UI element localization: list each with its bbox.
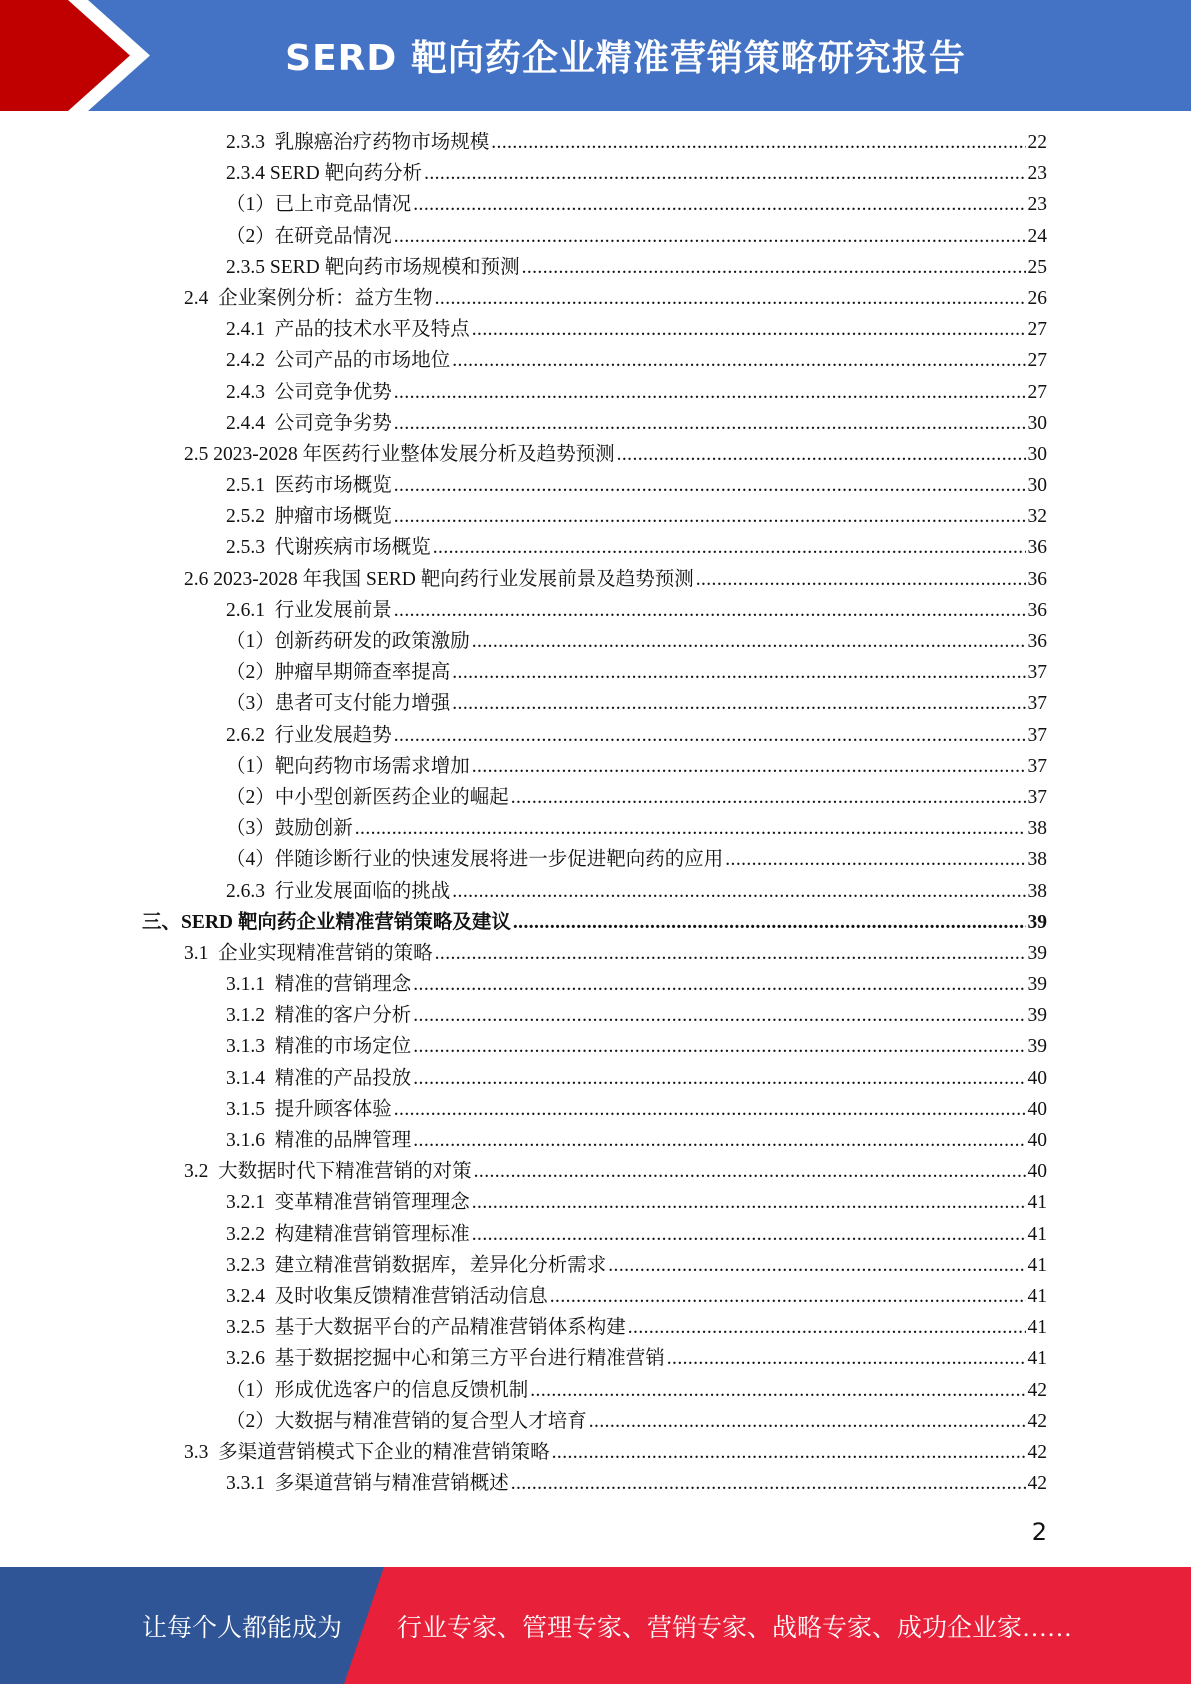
footer-slogan-left: 让每个人都能成为 (142, 1614, 343, 1642)
toc-entry[interactable] (0, 1187, 1191, 1218)
toc-entry[interactable] (0, 782, 1191, 813)
toc-entry-label: （1）靶向药物市场需求增加 (226, 755, 470, 777)
toc-entry-page: 41 (1027, 1254, 1047, 1276)
toc-entry[interactable] (0, 1312, 1191, 1343)
toc-dot-leader (413, 1000, 1025, 1031)
toc-dot-leader (617, 439, 1026, 470)
toc-entry-page: 37 (1027, 786, 1047, 808)
toc-entry-label: （1）已上市竞品情况 (226, 194, 412, 216)
toc-dot-leader (394, 1094, 1026, 1125)
toc-dot-leader (552, 1437, 1026, 1468)
toc-entry[interactable] (0, 1000, 1191, 1031)
toc-entry-page: 37 (1027, 693, 1047, 715)
page-number: 2 (1031, 1518, 1047, 1546)
toc-entry-page: 41 (1027, 1223, 1047, 1245)
toc-dot-leader (513, 907, 1026, 938)
toc-entry-label: 3.2.2 构建精准营销管理标准 (226, 1223, 470, 1245)
toc-entry-label: 2.6.3 行业发展面临的挑战 (226, 880, 451, 902)
toc-entry-page: 38 (1027, 818, 1047, 840)
toc-entry-label: （4）伴随诊断行业的快速发展将进一步促进靶向药的应用 (226, 849, 724, 871)
toc-entry-label: 3.3.1 多渠道营销与精准营销概述 (226, 1473, 509, 1495)
toc-dot-leader (433, 532, 1026, 563)
toc-dot-leader (696, 564, 1026, 595)
toc-dot-leader (413, 189, 1025, 220)
toc-entry-label: （1）形成优选客户的信息反馈机制 (226, 1379, 529, 1401)
toc-entry-page: 39 (1027, 1036, 1047, 1058)
toc-entry-label: 2.6 2023-2028 年我国 SERD 靶向药行业发展前景及趋势预测 (184, 568, 694, 590)
toc-dot-leader (511, 782, 1026, 813)
toc-dot-leader (394, 408, 1026, 439)
page-header (0, 0, 1191, 111)
toc-entry[interactable] (0, 1281, 1191, 1312)
toc-entry[interactable] (0, 221, 1191, 252)
toc-dot-leader (413, 1125, 1025, 1156)
toc-entry-page: 37 (1027, 662, 1047, 684)
toc-entry[interactable] (0, 844, 1191, 875)
toc-dot-leader (628, 1312, 1026, 1343)
toc-entry-label: 3.1 企业实现精准营销的策略 (184, 942, 433, 964)
toc-entry-label: 2.3.3 乳腺癌治疗药物市场规模 (226, 132, 490, 153)
toc-entry-label: （3）鼓励创新 (226, 818, 353, 840)
toc-entry-page: 40 (1027, 1130, 1047, 1151)
toc-entry[interactable] (0, 377, 1191, 408)
toc-entry-label: 2.4.2 公司产品的市场地位 (226, 350, 451, 372)
toc-entry-page: 42 (1027, 1473, 1047, 1495)
toc-dot-leader (472, 751, 1026, 782)
toc-dot-leader (522, 252, 1026, 283)
toc-entry-page: 36 (1027, 631, 1047, 652)
toc-entry-label: 3.2.6 基于数据挖掘中心和第三方平台进行精准营销 (226, 1348, 665, 1370)
toc-dot-leader (472, 626, 1026, 657)
toc-entry-page: 30 (1027, 475, 1047, 497)
toc-entry[interactable] (0, 1125, 1191, 1156)
toc-entry-label: 3.1.3 精准的市场定位 (226, 1036, 412, 1058)
toc-entry-label: 2.6.1 行业发展前景 (226, 599, 392, 621)
toc-entry[interactable] (0, 688, 1191, 719)
toc-entry-label: 3.1.2 精准的客户分析 (226, 1005, 412, 1027)
toc-entry-page: 27 (1027, 350, 1047, 372)
toc-dot-leader (394, 221, 1026, 252)
toc-entry-page: 24 (1027, 225, 1047, 247)
document-title: SERD 靶向药企业精准营销策略研究报告 (285, 38, 966, 79)
toc-entry[interactable] (0, 1031, 1191, 1062)
toc-entry[interactable] (0, 907, 1191, 938)
toc-dot-leader (725, 844, 1025, 875)
toc-entry-page: 26 (1027, 287, 1047, 309)
toc-dot-leader (452, 876, 1025, 907)
toc-entry-label: 3.2.4 及时收集反馈精准营销活动信息 (226, 1285, 548, 1307)
toc-entry-label: 2.5.3 代谢疾病市场概览 (226, 537, 431, 559)
toc-entry-page: 41 (1027, 1285, 1047, 1307)
toc-dot-leader (452, 657, 1025, 688)
toc-entry-label: 3.2.5 基于大数据平台的产品精准营销体系构建 (226, 1317, 626, 1339)
toc-entry-label: 2.5.1 医药市场概览 (226, 475, 392, 497)
toc-entry-page: 23 (1027, 163, 1047, 185)
toc-entry-label: 3.1.4 精准的产品投放 (226, 1067, 412, 1089)
toc-entry[interactable] (0, 1219, 1191, 1250)
toc-entry[interactable] (0, 657, 1191, 688)
toc-entry-label: 2.5.2 肿瘤市场概览 (226, 506, 392, 528)
toc-entry-page: 42 (1027, 1379, 1047, 1401)
toc-dot-leader (394, 595, 1026, 626)
toc-dot-leader (472, 1219, 1026, 1250)
toc-dot-leader (424, 158, 1025, 189)
toc-entry-page: 27 (1027, 381, 1047, 403)
toc-entry-label: （2）中小型创新医药企业的崛起 (226, 786, 509, 808)
toc-entry[interactable] (0, 189, 1191, 220)
toc-entry[interactable] (0, 1250, 1191, 1281)
toc-entry-page: 37 (1027, 755, 1047, 777)
toc-dot-leader (667, 1343, 1026, 1374)
toc-entry-page: 40 (1027, 1067, 1047, 1089)
toc-entry-label: 2.6.2 行业发展趋势 (226, 724, 392, 746)
toc-entry[interactable] (0, 408, 1191, 439)
toc-entry[interactable] (0, 439, 1191, 470)
toc-entry[interactable] (0, 1063, 1191, 1094)
toc-dot-leader (530, 1375, 1025, 1406)
toc-dot-leader (511, 1468, 1026, 1499)
toc-entry-page: 36 (1027, 537, 1047, 559)
toc-entry-label: 3.2.3 建立精准营销数据库，差异化分析需求 (226, 1254, 607, 1276)
toc-entry-page: 39 (1027, 942, 1047, 964)
toc-entry-label: 3.1.5 提升顾客体验 (226, 1098, 392, 1120)
toc-entry-label: 3.3 多渠道营销模式下企业的精准营销策略 (184, 1441, 550, 1463)
toc-entry-page: 38 (1027, 880, 1047, 902)
toc-entry-page: 42 (1027, 1410, 1047, 1432)
toc-entry-label: （2）肿瘤早期筛查率提高 (226, 662, 451, 684)
toc-entry-label: 2.3.5 SERD 靶向药市场规模和预测 (226, 256, 520, 278)
toc-entry[interactable] (0, 127, 1191, 158)
toc-dot-leader (452, 688, 1025, 719)
toc-dot-leader (472, 1187, 1026, 1218)
toc-dot-leader (474, 1156, 1026, 1187)
toc-entry[interactable] (0, 1437, 1191, 1468)
footer-slogan-right: 行业专家、管理专家、营销专家、战略专家、成功企业家…… (397, 1614, 1073, 1642)
toc-entry-label: （1）创新药研发的政策激励 (226, 631, 470, 652)
toc-entry[interactable] (0, 876, 1191, 907)
toc-dot-leader (435, 938, 1026, 969)
toc-entry[interactable] (0, 813, 1191, 844)
toc-dot-leader (435, 283, 1026, 314)
toc-entry-page: 41 (1027, 1192, 1047, 1214)
toc-entry-page: 41 (1027, 1348, 1047, 1370)
toc-entry-label: 2.5 2023-2028 年医药行业整体发展分析及趋势预测 (184, 443, 615, 465)
toc-entry[interactable] (0, 938, 1191, 969)
toc-dot-leader (394, 720, 1026, 751)
toc-entry-label: 2.3.4 SERD 靶向药分析 (226, 163, 423, 185)
toc-entry-page: 40 (1027, 1161, 1047, 1183)
toc-entry-page: 42 (1027, 1441, 1047, 1463)
toc-entry[interactable] (0, 314, 1191, 345)
toc-entry-label: 3.2.1 变革精准营销管理理念 (226, 1192, 470, 1214)
toc-dot-leader (394, 470, 1026, 501)
toc-entry[interactable] (0, 1375, 1191, 1406)
toc-dot-leader (550, 1281, 1026, 1312)
toc-entry[interactable] (0, 283, 1191, 314)
toc-dot-leader (452, 345, 1025, 376)
toc-entry-page: 38 (1027, 849, 1047, 871)
toc-entry[interactable] (0, 252, 1191, 283)
toc-entry-label: （2）在研竞品情况 (226, 225, 392, 247)
toc-entry[interactable] (0, 1094, 1191, 1125)
toc-dot-leader (394, 501, 1026, 532)
page-footer (0, 1567, 1191, 1684)
toc-entry[interactable] (0, 626, 1191, 657)
toc-entry-page: 36 (1027, 599, 1047, 621)
toc-dot-leader (394, 377, 1026, 408)
toc-entry-label: 2.4 企业案例分析：益方生物 (184, 287, 433, 309)
toc-entry[interactable] (0, 1343, 1191, 1374)
toc-entry[interactable] (0, 470, 1191, 501)
toc-entry-label: 2.4.4 公司竞争劣势 (226, 412, 392, 434)
table-of-contents (0, 127, 1191, 1499)
toc-entry-page: 30 (1027, 443, 1047, 465)
toc-entry[interactable] (0, 969, 1191, 1000)
toc-entry-page: 40 (1027, 1098, 1047, 1120)
toc-dot-leader (608, 1250, 1025, 1281)
toc-dot-leader (589, 1406, 1026, 1437)
toc-entry-label: 3.1.1 精准的营销理念 (226, 974, 412, 996)
toc-entry[interactable] (0, 1406, 1191, 1437)
toc-entry-page: 22 (1027, 132, 1047, 153)
toc-entry[interactable] (0, 1468, 1191, 1499)
toc-dot-leader (413, 1031, 1025, 1062)
toc-entry-page: 36 (1027, 568, 1047, 590)
toc-dot-leader (491, 127, 1025, 158)
toc-entry-label: 三、SERD 靶向药企业精准营销策略及建议 (142, 911, 511, 933)
toc-dot-leader (413, 1063, 1025, 1094)
toc-entry[interactable] (0, 345, 1191, 376)
toc-dot-leader (355, 813, 1026, 844)
toc-entry-page: 25 (1027, 256, 1047, 278)
toc-entry[interactable] (0, 595, 1191, 626)
toc-dot-leader (472, 314, 1026, 345)
toc-dot-leader (413, 969, 1025, 1000)
toc-entry-label: 2.4.3 公司竞争优势 (226, 381, 392, 403)
toc-entry-page: 39 (1027, 974, 1047, 996)
toc-entry-label: （2）大数据与精准营销的复合型人才培育 (226, 1410, 587, 1432)
toc-entry[interactable] (0, 501, 1191, 532)
toc-entry[interactable] (0, 532, 1191, 563)
toc-entry-page: 27 (1027, 319, 1047, 341)
toc-entry-page: 23 (1027, 194, 1047, 216)
toc-entry-page: 30 (1027, 412, 1047, 434)
toc-entry[interactable] (0, 1156, 1191, 1187)
toc-entry[interactable] (0, 564, 1191, 595)
toc-entry-label: 3.1.6 精准的品牌管理 (226, 1130, 412, 1151)
toc-entry-label: 3.2 大数据时代下精准营销的对策 (184, 1161, 472, 1183)
toc-entry-page: 32 (1027, 506, 1047, 528)
toc-entry[interactable] (0, 158, 1191, 189)
toc-entry-page: 39 (1027, 911, 1047, 933)
toc-entry-page: 41 (1027, 1317, 1047, 1339)
toc-entry-label: 2.4.1 产品的技术水平及特点 (226, 319, 470, 341)
toc-entry-page: 39 (1027, 1005, 1047, 1027)
toc-entry-page: 37 (1027, 724, 1047, 746)
toc-entry[interactable] (0, 751, 1191, 782)
toc-entry[interactable] (0, 720, 1191, 751)
toc-entry-label: （3）患者可支付能力增强 (226, 693, 451, 715)
